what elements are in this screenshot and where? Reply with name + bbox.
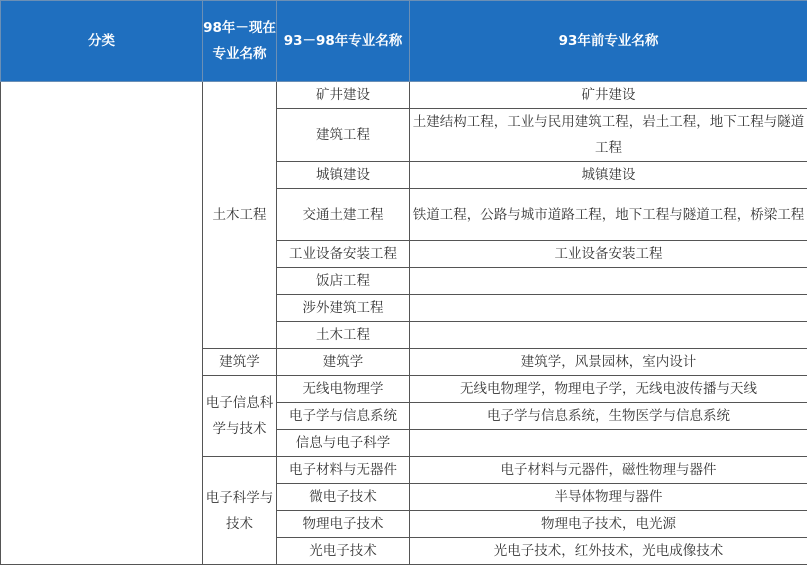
- major-pre93-cell: 无线电物理学，物理电子学，无线电波传播与天线: [410, 376, 807, 403]
- header-row: [1, 1, 807, 82]
- major-pre93-cell: 电子材料与元器件，磁性物理与器件: [410, 457, 807, 484]
- category-cell: [1, 82, 203, 565]
- major-93-98-cell: 微电子技术: [277, 484, 410, 511]
- major-pre93-cell: 建筑学，风景园林，室内设计: [410, 349, 807, 376]
- major-pre93-cell: 物理电子技术，电光源: [410, 511, 807, 538]
- major-93-98-cell: 城镇建设: [277, 162, 410, 189]
- current-major-cell: 电子科学与技术: [203, 457, 277, 565]
- header-major-pre93: 93年前专业名称: [410, 1, 807, 82]
- major-93-98-cell: 涉外建筑工程: [277, 295, 410, 322]
- major-93-98-cell: 物理电子技术: [277, 511, 410, 538]
- major-93-98-cell: 建筑工程: [277, 109, 410, 162]
- current-major-cell: 土木工程: [203, 82, 277, 349]
- major-93-98-cell: 电子学与信息系统: [277, 403, 410, 430]
- major-pre93-cell: 矿井建设: [410, 82, 807, 109]
- header-major-93-98: 93－98年专业名称: [277, 1, 410, 82]
- major-93-98-cell: 矿井建设: [277, 82, 410, 109]
- major-pre93-cell: [410, 322, 807, 349]
- major-93-98-cell: 信息与电子科学: [277, 430, 410, 457]
- major-93-98-cell: 建筑学: [277, 349, 410, 376]
- major-pre93-cell: 电子学与信息系统，生物医学与信息系统: [410, 403, 807, 430]
- major-93-98-cell: 交通土建工程: [277, 189, 410, 241]
- major-pre93-cell: 城镇建设: [410, 162, 807, 189]
- major-93-98-cell: 光电子技术: [277, 538, 410, 565]
- current-major-cell: 建筑学: [203, 349, 277, 376]
- major-93-98-cell: 工业设备安装工程: [277, 241, 410, 268]
- major-pre93-cell: 半导体物理与器件: [410, 484, 807, 511]
- major-93-98-cell: 电子材料与无器件: [277, 457, 410, 484]
- major-pre93-cell: 铁道工程，公路与城市道路工程，地下工程与隧道工程，桥梁工程: [410, 189, 807, 241]
- major-pre93-cell: [410, 430, 807, 457]
- major-pre93-cell: 光电子技术，红外技术，光电成像技术: [410, 538, 807, 565]
- major-pre93-cell: 工业设备安装工程: [410, 241, 807, 268]
- major-pre93-cell: [410, 268, 807, 295]
- major-pre93-cell: [410, 295, 807, 322]
- major-93-98-cell: 无线电物理学: [277, 376, 410, 403]
- major-93-98-cell: 饭店工程: [277, 268, 410, 295]
- header-current-major: 98年－现在专业名称: [203, 1, 277, 82]
- major-pre93-cell: 土建结构工程，工业与民用建筑工程，岩土工程，地下工程与隧道工程: [410, 109, 807, 162]
- table-row: [1, 82, 807, 109]
- current-major-cell: 电子信息科学与技术: [203, 376, 277, 457]
- major-93-98-cell: 土木工程: [277, 322, 410, 349]
- header-category: 分类: [1, 1, 203, 82]
